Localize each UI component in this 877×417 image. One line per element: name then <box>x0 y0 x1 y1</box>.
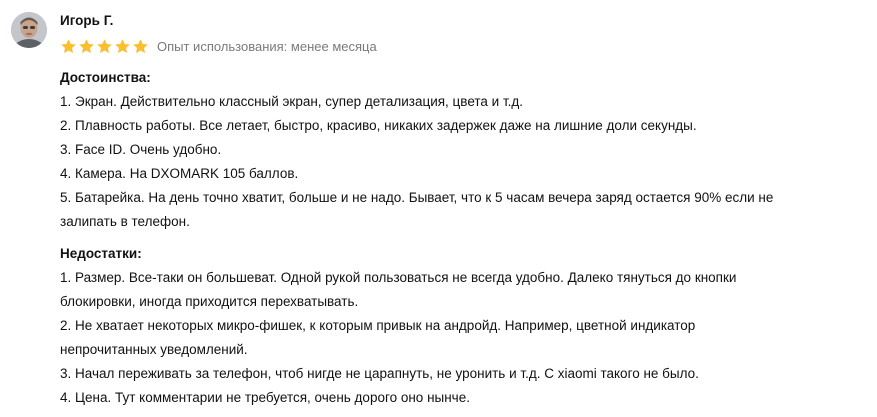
cons-line: блокировки, иногда приходится перехватывать. <box>60 294 359 309</box>
star-icon <box>114 38 131 55</box>
cons-section <box>60 242 820 410</box>
avatar-photo-icon <box>11 12 47 48</box>
author-name[interactable]: Игорь Г. <box>60 13 114 28</box>
user-avatar[interactable] <box>11 12 47 48</box>
rating-stars <box>60 38 149 55</box>
pros-line: 1. Экран. Действительно классный экран, супер детализация, цвета и т.д. <box>60 94 524 109</box>
pros-line: 4. Камера. На DXOMARK 105 баллов. <box>60 166 299 181</box>
cons-line: 4. Цена. Тут комментарии не требуется, очень дорого оно нынче. <box>60 390 470 405</box>
cons-list <box>60 266 820 410</box>
pros-list <box>60 90 820 234</box>
pros-line: 5. Батарейка. На день точно хватит, больше и не надо. Бывает, что к 5 часам вечера заряд остается 90% если не <box>60 190 774 205</box>
pros-line: 2. Плавность работы. Все летает, быстро, красиво, никаких задержек даже на лишние доли секунды. <box>60 118 697 133</box>
star-icon <box>132 38 149 55</box>
usage-experience: Опыт использования: менее месяца <box>157 38 377 54</box>
star-icon <box>60 38 77 55</box>
pros-line: залипать в телефон. <box>60 214 190 229</box>
pros-title: Достоинства: <box>60 70 151 85</box>
cons-title: Недостатки: <box>60 246 142 261</box>
star-icon <box>96 38 113 55</box>
cons-line: 3. Начал переживать за телефон, чтоб нигде не царапнуть, не уронить и т.д. С xiaomi такого не было. <box>60 366 699 381</box>
star-icon <box>78 38 95 55</box>
pros-line: 3. Face ID. Очень удобно. <box>60 142 222 157</box>
cons-line: 2. Не хватает некоторых микро-фишек, к которым привык на андройд. Например, цветной индикатор <box>60 318 696 333</box>
cons-line: 1. Размер. Все-таки он большеват. Одной рукой пользоваться не всегда удобно. Далеко тянуться до кнопки <box>60 270 737 285</box>
pros-section <box>60 66 820 234</box>
cons-line: непрочитанных уведомлений. <box>60 342 248 357</box>
rating-row <box>60 36 377 56</box>
